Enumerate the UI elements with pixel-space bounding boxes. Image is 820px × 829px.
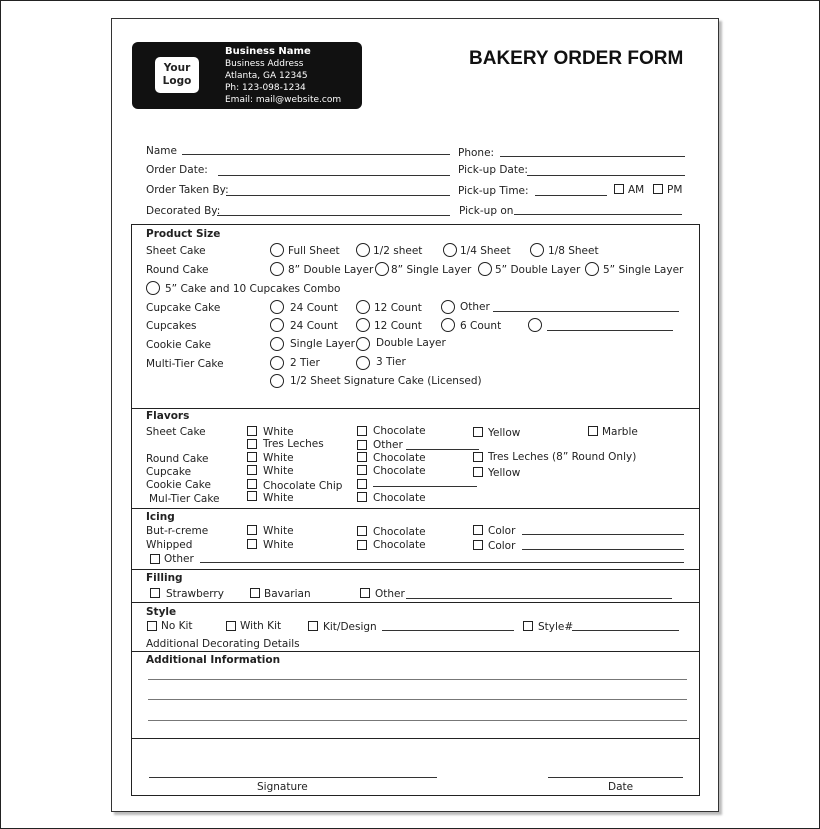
filling-other-checkbox[interactable] (360, 588, 370, 598)
two-tier-label: 2 Tier (290, 357, 320, 369)
filling-bavarian-checkbox[interactable] (250, 588, 260, 598)
cupcake-cake-12-label: 12 Count (374, 302, 422, 314)
filling-bavarian-label: Bavarian (264, 588, 311, 600)
pickup-time-label: Pick-up Time: (458, 185, 529, 197)
date-field[interactable] (548, 777, 683, 778)
cupcake-cake-24-radio[interactable] (270, 300, 284, 314)
half-sheet-label: 1/2 sheet (373, 245, 423, 257)
eighth-sheet-label: 1/8 Sheet (548, 245, 599, 257)
cupcake-cake-other-field[interactable] (493, 311, 679, 312)
combo-radio[interactable] (146, 281, 160, 295)
icing-whipped-color-checkbox[interactable] (473, 540, 483, 550)
combo-label: 5” Cake and 10 Cupcakes Combo (165, 283, 341, 295)
cupcake-cake-12-radio[interactable] (356, 300, 370, 314)
quarter-sheet-label: 1/4 Sheet (460, 245, 511, 257)
flavor-sheet-cake-label: Sheet Cake (146, 426, 206, 438)
date-label: Date (608, 781, 634, 793)
flavor-sheet-chocolate-label: Chocolate (373, 425, 426, 437)
flavor-round-tres-checkbox[interactable] (473, 452, 483, 462)
icing-whipped-chocolate-label: Chocolate (373, 539, 426, 551)
style-number-label: Style# (538, 621, 574, 633)
flavor-tres-leches-checkbox[interactable] (247, 439, 257, 449)
logo-text-line2: Logo (162, 75, 192, 87)
order-taken-by-field[interactable] (226, 195, 450, 196)
eighth-sheet-radio[interactable] (530, 243, 544, 257)
pickup-date-field[interactable] (527, 175, 685, 176)
icing-whipped-chocolate-checkbox[interactable] (357, 540, 367, 550)
five-single-label: 5” Single Layer (603, 264, 684, 276)
additional-info-line-1[interactable] (148, 679, 687, 680)
icing-butrcreme-white-checkbox[interactable] (247, 525, 257, 535)
flavor-sheet-white-checkbox[interactable] (247, 426, 257, 436)
pickup-on-label: Pick-up on (459, 205, 514, 217)
cookie-cake-label: Cookie Cake (146, 339, 211, 351)
flavor-cookie-cake-label: Cookie Cake (146, 479, 211, 491)
flavor-sheet-other-label: Other (373, 439, 403, 451)
icing-heading: Icing (146, 511, 175, 523)
eight-single-label: 8” Single Layer (391, 264, 472, 276)
name-field[interactable] (182, 154, 450, 155)
round-cake-label: Round Cake (146, 264, 209, 276)
flavor-round-chocolate-label: Chocolate (373, 452, 426, 464)
icing-butrcreme-color-label: Color (488, 525, 516, 537)
icing-butrcreme-label: But-r-creme (146, 525, 209, 537)
icing-other-label: Other (164, 553, 194, 565)
icing-butrcreme-chocolate-label: Chocolate (373, 526, 426, 538)
flavor-sheet-marble-label: Marble (602, 426, 638, 438)
icing-whipped-white-label: White (263, 539, 294, 551)
flavor-sheet-yellow-label: Yellow (488, 427, 521, 439)
flavor-round-white-label: White (263, 452, 294, 464)
style-heading: Style (146, 606, 177, 618)
cupcake-cake-24-label: 24 Count (290, 302, 338, 314)
eight-double-radio[interactable] (270, 262, 284, 276)
three-tier-label: 3 Tier (376, 356, 406, 368)
flavor-round-chocolate-checkbox[interactable] (357, 452, 367, 462)
flavor-cupcake-white-label: White (263, 465, 294, 477)
cupcake-cake-other-radio[interactable] (441, 300, 455, 314)
style-no-kit-label: No Kit (161, 620, 193, 632)
flavor-sheet-chocolate-checkbox[interactable] (357, 426, 367, 436)
logo-text-line1: Your (163, 62, 191, 74)
icing-whipped-label: Whipped (146, 539, 193, 551)
icing-whipped-white-checkbox[interactable] (247, 539, 257, 549)
cupcakes-other-field[interactable] (547, 330, 673, 331)
sheet-cake-label: Sheet Cake (146, 245, 206, 257)
additional-info-line-2[interactable] (148, 699, 687, 700)
order-date-label: Order Date: (146, 164, 208, 176)
order-taken-by-label: Order Taken By: (146, 184, 229, 196)
filling-heading: Filling (146, 572, 183, 584)
am-label: AM (628, 184, 645, 196)
phone-label: Phone: (458, 147, 495, 159)
icing-other-checkbox[interactable] (150, 554, 160, 564)
phone-field[interactable] (500, 156, 685, 157)
form-title: BAKERY ORDER FORM (469, 48, 684, 69)
flavor-cookie-chip-label: Chocolate Chip (263, 480, 343, 492)
three-tier-radio[interactable] (356, 356, 370, 370)
style-with-kit-checkbox[interactable] (226, 621, 236, 631)
cupcakes-12-label: 12 Count (374, 320, 422, 332)
pm-checkbox[interactable] (653, 184, 663, 194)
order-date-field[interactable] (218, 175, 450, 176)
product-size-heading: Product Size (146, 228, 221, 240)
cupcakes-other-radio[interactable] (528, 318, 542, 332)
flavor-tier-chocolate-label: Chocolate (373, 492, 426, 504)
logo-placeholder (155, 57, 199, 93)
flavor-tres-leches-label: Tres Leches (263, 438, 324, 450)
business-city: Atlanta, GA 12345 (225, 71, 308, 81)
flavor-cookie-chip-checkbox[interactable] (247, 479, 257, 489)
style-number-field[interactable] (572, 630, 679, 631)
filling-strawberry-label: Strawberry (166, 588, 224, 600)
business-name: Business Name (225, 46, 311, 57)
eight-double-label: 8” Double Layer (288, 264, 374, 276)
flavor-cupcake-white-checkbox[interactable] (247, 465, 257, 475)
flavor-tier-chocolate-checkbox[interactable] (357, 492, 367, 502)
icing-whipped-color-field[interactable] (522, 549, 684, 550)
flavor-cupcake-yellow-checkbox[interactable] (473, 467, 483, 477)
icing-other-field[interactable] (200, 562, 684, 563)
flavor-round-cake-label: Round Cake (146, 453, 209, 465)
cupcakes-6-label: 6 Count (460, 320, 502, 332)
business-email: Email: mail@website.com (225, 95, 342, 105)
style-no-kit-checkbox[interactable] (147, 621, 157, 631)
flavor-sheet-white-label: White (263, 426, 294, 438)
flavor-sheet-yellow-checkbox[interactable] (473, 427, 483, 437)
flavor-sheet-marble-checkbox[interactable] (588, 426, 598, 436)
flavor-round-tres-label: Tres Leches (8” Round Only) (488, 451, 637, 463)
business-phone: Ph: 123-098-1234 (225, 83, 306, 93)
flavor-cupcake-label: Cupcake (146, 466, 192, 478)
full-sheet-radio[interactable] (270, 243, 284, 257)
cookie-double-label: Double Layer (376, 337, 446, 349)
style-kit-design-field[interactable] (382, 630, 514, 631)
multi-tier-label: Multi-Tier Cake (146, 358, 224, 370)
name-label: Name (146, 145, 177, 157)
icing-butrcreme-white-label: White (263, 525, 294, 537)
style-kit-design-checkbox[interactable] (308, 621, 318, 631)
cupcakes-6-radio[interactable] (441, 318, 455, 332)
cupcakes-label: Cupcakes (146, 320, 197, 332)
cookie-single-label: Single Layer (290, 338, 355, 350)
filling-other-field[interactable] (406, 598, 672, 599)
cupcake-cake-label: Cupcake Cake (146, 302, 221, 314)
icing-butrcreme-chocolate-checkbox[interactable] (357, 526, 367, 536)
flavors-heading: Flavors (146, 410, 190, 422)
flavor-sheet-other-checkbox[interactable] (357, 440, 367, 450)
decorated-by-label: Decorated By: (146, 205, 221, 217)
signature-label: Signature (257, 781, 308, 793)
flavor-tier-white-checkbox[interactable] (247, 491, 257, 501)
half-sheet-radio[interactable] (356, 243, 370, 257)
flavor-tier-white-label: White (263, 492, 294, 504)
icing-whipped-color-label: Color (488, 540, 516, 552)
flavor-round-white-checkbox[interactable] (247, 452, 257, 462)
decorated-by-field[interactable] (217, 215, 450, 216)
filling-other-label: Other (375, 588, 405, 600)
cupcakes-24-label: 24 Count (290, 320, 338, 332)
cupcakes-24-radio[interactable] (270, 318, 284, 332)
flavor-cookie-other-checkbox[interactable] (357, 479, 367, 489)
style-kit-design-label: Kit/Design (323, 621, 377, 633)
five-double-label: 5” Double Layer (495, 264, 581, 276)
quarter-sheet-radio[interactable] (443, 243, 457, 257)
signature-cake-radio[interactable] (270, 374, 284, 388)
flavor-cookie-other-field[interactable] (373, 486, 477, 487)
additional-info-heading: Additional Information (146, 654, 281, 666)
flavor-cupcake-chocolate-label: Chocolate (373, 465, 426, 477)
signature-field[interactable] (149, 777, 437, 778)
cupcake-cake-other-label: Other (460, 301, 490, 313)
flavor-cupcake-yellow-label: Yellow (488, 467, 521, 479)
cookie-single-radio[interactable] (270, 337, 284, 351)
full-sheet-label: Full Sheet (288, 245, 340, 257)
style-number-checkbox[interactable] (523, 621, 533, 631)
icing-butrcreme-color-checkbox[interactable] (473, 525, 483, 535)
two-tier-radio[interactable] (270, 356, 284, 370)
business-address: Business Address (225, 59, 304, 69)
pickup-date-label: Pick-up Date: (458, 164, 528, 176)
pickup-time-field[interactable] (535, 195, 607, 196)
flavor-sheet-other-field[interactable] (406, 449, 479, 450)
pickup-on-field[interactable] (514, 214, 682, 215)
am-checkbox[interactable] (614, 184, 624, 194)
style-with-kit-label: With Kit (240, 620, 282, 632)
five-double-radio[interactable] (478, 262, 492, 276)
additional-info-line-3[interactable] (148, 720, 687, 721)
flavor-cupcake-chocolate-checkbox[interactable] (357, 465, 367, 475)
cupcakes-12-radio[interactable] (356, 318, 370, 332)
decorating-details-label: Additional Decorating Details (146, 638, 300, 650)
cookie-double-radio[interactable] (356, 337, 370, 351)
five-single-radio[interactable] (585, 262, 599, 276)
eight-single-radio[interactable] (375, 262, 389, 276)
signature-cake-label: 1/2 Sheet Signature Cake (Licensed) (290, 375, 482, 387)
filling-strawberry-checkbox[interactable] (150, 588, 160, 598)
flavor-mul-tier-label: Mul-Tier Cake (149, 493, 220, 505)
pm-label: PM (667, 184, 683, 196)
icing-butrcreme-color-field[interactable] (522, 534, 684, 535)
